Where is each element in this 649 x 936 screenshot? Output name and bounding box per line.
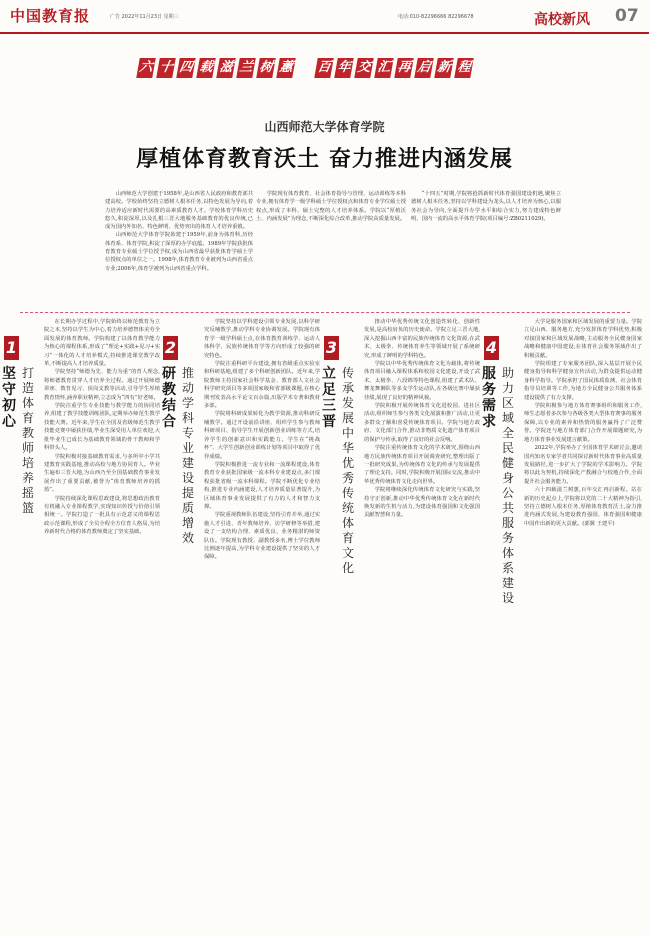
paragraph: 学院坚持以学科建设引领专业发展,以科学研究反哺教学,推动学科专业协调发展。学院现有体育学一级学科硕士点,在体育教育训练学、运动人体科学、民族传统体育学等方向形成了较强的研究特色。: [204, 319, 320, 359]
paragraph: 学院组建了专家服务团队,深入基层开展全民健身指导和科学健身宣传活动,为群众提供运动健身科学指导。学院承担了国民体质监测、社会体育指导员培训等工作,为地方全民健身公共服务体系建设提供了有力支撑。: [524, 361, 642, 401]
section-name: 高校新风: [534, 12, 590, 28]
banner-gap: [298, 58, 312, 78]
section-heading: 服务需求: [482, 366, 496, 430]
banner-char: 滋: [216, 58, 236, 78]
banner-char: 载: [196, 58, 216, 78]
slogan-banner: [138, 58, 472, 78]
section-number: 1: [4, 336, 19, 360]
section-tagline: 推动学科专业建设提质增效: [182, 366, 195, 545]
paragraph: 学院重视教师队伍建设,坚持引育并举,通过实施人才引进、青年教师培养、访学研修等举措,建设了一支结构合理、素质优良、业务精湛的师资队伍。学院现有教授、副教授多名,博士学位教师比例逐年提高,为学科专业建设提供了坚实的人才保障。: [204, 512, 320, 561]
paragraph: 学院坚持“师德为先、能力为重”的育人理念,将师德教育贯穿人才培养全过程。通过开展师德讲座、教育见习、顶岗支教等活动,引导学生厚植教育情怀,涵养职业精神,立志成为“四有”好老师。: [44, 369, 160, 401]
paragraph: 2022年,学院举办了全国体育学术研讨会,邀请国内知名专家学者共同探讨新时代体育事业高质量发展路径,进一步扩大了学院的学术影响力。学院将以此为契机,持续深化产教融合与校地合作,全面提升社会服务能力。: [524, 445, 642, 485]
paragraph: 学院积极对接基础教育需求,与多所中小学共建教育实践基地,推动高校与地方协同育人。毕业生遍布三晋大地,为山西乃至全国基础教育事业发展作出了重要贡献,被誉为“体育教师培养的摇篮”。: [44, 453, 160, 494]
banner-char: 四: [176, 58, 196, 78]
banner-char: 启: [414, 58, 434, 78]
paragraph: 在长期办学过程中,学院始终以师范教育为立院之本,坚持以学生为中心,着力培养德智体美劳全面发展的体育教师。学院构建了以体育教学能力为核心的课程体系,形成了“理论+实践+见习+实习”一体化的人才培养模式,持续推进课堂教学改革,不断提高人才培养质量。: [44, 319, 160, 368]
paragraph: 学院注重学生专业技能与教学能力的协同培养,组建了教学技能训练团队,定期举办师范生教学技能大赛。近年来,学生在全国及省级师范生教学技能竞赛中屡获佳绩,毕业生深受用人单位欢迎,大批毕业生已成长为基础教育领域的骨干教师和学科带头人。: [44, 403, 160, 452]
section-divider: [20, 312, 630, 313]
paragraph: 学院积极推进一流专业和一流课程建设,体育教育专业获批国家级一流本科专业建设点,多门课程获批省级一流本科课程。学院不断优化专业结构,推进专业内涵建设,人才培养质量显著提升,为区域体育事业发展提供了有力的人才和智力支撑。: [204, 461, 320, 510]
banner-char: 程: [454, 58, 474, 78]
paragraph: 学院持续深化课程思政建设,将思想政治教育有机融入专业课程教学,实现知识传授与价值引领相统一。学院打造了一批具有示范意义的课程思政示范课程,形成了全员全程全方位育人格局,为培养新时代合格的体育教师奠定了坚实基础。: [44, 495, 160, 536]
banner-char: 交: [354, 58, 374, 78]
section-tagline: 打造体育教师培养摇篮: [22, 366, 35, 515]
section-text: [44, 318, 160, 744]
paragraph: 六十四载滋兰树蕙,百年交汇再启新程。站在新的历史起点上,学院将以党的二十大精神为指引,坚持立德树人根本任务,厚植体育教育沃土,奋力推进内涵式发展,为建设教育强国、体育强国和健康中国作出新的更大贡献。(郭翼 王建平): [524, 487, 642, 527]
issue-date: 广告 2022年11月23日 星期三: [110, 14, 179, 20]
section-number: 3: [324, 336, 339, 360]
masthead: [0, 0, 649, 34]
banner-char: 六: [136, 58, 156, 78]
paragraph: 学院以中华优秀传统体育文化为载体,将传统体育项目融入课程体系和校园文化建设,开设了武术、太极拳、八段锦等特色课程,组建了武术队、舞龙舞狮队等多支学生运动队,在各级比赛中屡获佳绩,展现了良好的精神风貌。: [364, 361, 480, 401]
intro-paragraph: 山西师范大学体育学院始建于1959年,前身为体育科,历经体育系、体育学院,积淀了深厚的办学底蕴。1989年学院获批体育教育专业硕士学位授予权,成为山西省最早获批体育学硕士学位授权点的单位之一。1998年,体育教育专业被列为山西省重点专业;2006年,体育学被列为山西省重点学科。: [105, 232, 253, 272]
banner-char: 蕙: [276, 58, 296, 78]
banner-char: 树: [256, 58, 276, 78]
banner-char: 百: [314, 58, 334, 78]
paragraph: 学院积极开展传统体育文化进校园、进社区活动,组织师生参与各类文化展演和推广活动,让更多群众了解和喜爱传统体育项目。学院与地方政府、文化部门合作,推动非物质文化遗产体育项目的保护与传承,取得了良好的社会反响。: [364, 403, 480, 443]
banner-char: 十: [156, 58, 176, 78]
intro-column: [105, 190, 253, 273]
paragraph: 学院将继续深化传统体育文化研究与实践,坚持守正创新,推动中华优秀传统体育文化在新时代焕发新的生机与活力,为建设体育强国和文化强国贡献智慧和力量。: [364, 487, 480, 519]
paragraph: 学院将科研成果转化为教学资源,推动科研反哺教学。通过开设前沿讲座、组织学生参与教师科研项目、指导学生开展创新创业训练等方式,培养学生的创新意识和实践能力。学生在“挑战杯”、大学生创新创业训练计划等项目中取得了优异成绩。: [204, 411, 320, 460]
section-number: 2: [163, 336, 178, 360]
banner-char: 汇: [374, 58, 394, 78]
paragraph: 推动中华优秀传统文化创造性转化、创新性发展,是高校肩负的历史使命。学院立足三晋大地,深入挖掘山西丰富的民族传统体育文化资源,在武术、太极拳、传统体育养生等领域开展了系统研究,形成了鲜明的学科特色。: [364, 319, 480, 359]
section-text: [524, 318, 642, 744]
banner-char: 年: [334, 58, 354, 78]
intro-column: [411, 190, 561, 223]
section-heading: 立足三晋: [322, 366, 336, 430]
intro-paragraph: 山西师范大学创建于1958年,是山西省人民政府和教育部共建高校。学校始终坚持立德树人根本任务,以特色发展为导向,着力培养适应新时代需要的高素质教育人才。学校体育学科历史悠久,积淀深厚,以及扎根三晋大地服务基础教育的优良传统,已成为国内外知名、特色鲜明、优势突出的体育人才培养重镇。: [105, 191, 253, 231]
page-number: 07: [615, 6, 639, 26]
section-number: 4: [484, 336, 499, 360]
newspaper-logo: 中国教育报: [10, 7, 91, 25]
banner-char: 兰: [236, 58, 256, 78]
section-tagline: 传承发展中华优秀传统体育文化: [342, 366, 355, 575]
banner-char: 新: [434, 58, 454, 78]
paragraph: 学院注重传统体育文化的学术研究,围绕山西地方民族传统体育项目开展调查研究,整理出版了一批研究成果,为传统体育文化的传承与发展提供了理论支持。同时,学院积极开展国际交流,推动中华优秀传统体育文化走向世界。: [364, 445, 480, 485]
section-text: [364, 318, 480, 744]
intro-paragraph: “十四五”时期,学院将抢抓新时代体育强国建设机遇,聚焦立德树人根本任务,坚持以学科建设为龙头,以人才培养为核心,以服务社会为导向,全面提升办学水平和综合实力,努力建成特色鲜明、国内一流的高水平体育学院(项目编号:ZB0211029)。: [411, 191, 561, 222]
intro-paragraph: 学院现有体育教育、社会体育指导与管理、运动训练等本科专业,拥有体育学一级学科硕士学位授权点和体育专业学位硕士授权点,形成了本科、硕士完整的人才培养体系。学院以“厚植沃土、内涵发展”为理念,不断深化综合改革,推动学院高质量发展。: [256, 191, 406, 222]
banner-char: 再: [394, 58, 414, 78]
section-text: [204, 318, 320, 744]
article-subtitle: 山西师范大学体育学院: [264, 120, 385, 134]
intro-column: [256, 190, 406, 223]
contact-info: 电话:010-82296666 82296678: [398, 14, 474, 20]
paragraph: 学院注重科研平台建设,拥有省级重点实验室和科研基地,组建了多个科研创新团队。近年来,学院教师主持国家社会科学基金、教育部人文社会科学研究项目等多项国家级和省部级课题,在核心期刊发表高水平论文百余篇,出版学术专著和教材多部。: [204, 361, 320, 410]
section-tagline: 助力区域全民健身公共服务体系建设: [502, 366, 515, 605]
article-title: 厚植体育教育沃土 奋力推进内涵发展: [136, 146, 513, 172]
section-heading: 研教结合: [162, 366, 176, 430]
paragraph: 大学是服务国家和区域发展的重要力量。学院立足山西、服务地方,充分发挥体育学科优势,积极对接国家和区域发展战略,主动服务全民健身国家战略和健康中国建设,在体育社会服务领域作出了积极贡献。: [524, 319, 642, 359]
section-heading: 坚守初心: [2, 366, 16, 430]
paragraph: 学院积极参与地方体育赛事组织和服务工作,师生志愿者多次参与各级各类大型体育赛事的服务保障,以专业的素养和热情的服务赢得了广泛赞誉。学院还与地方体育部门合作开展课题研究,为地方体育事业发展建言献策。: [524, 403, 642, 443]
